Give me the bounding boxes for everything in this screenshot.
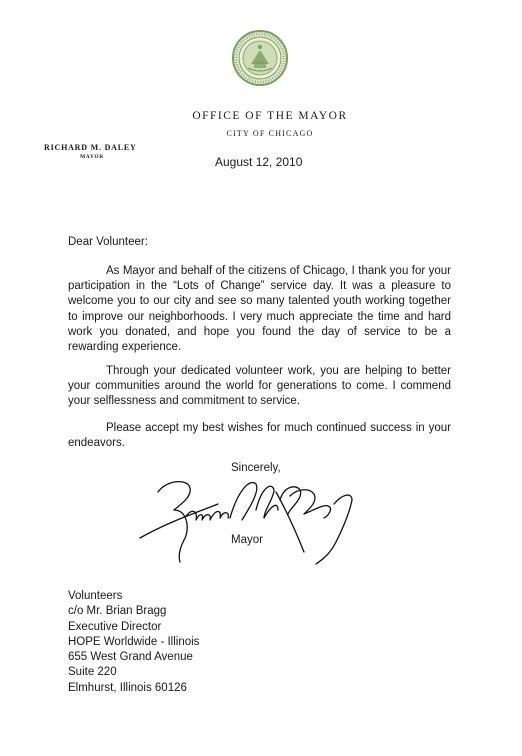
address-line: 655 West Grand Avenue: [68, 651, 193, 664]
letter-date: August 12, 2010: [215, 155, 303, 169]
body-paragraph-2: Through your dedicated volunteer work, you are helping to better your communities around the world for generations to come. I commend your selflessness and commitment to service.: [68, 365, 451, 408]
signature-image: [138, 470, 370, 568]
body-paragraph-3: Please accept my best wishes for much continued success in your endeavors.: [68, 422, 451, 450]
address-line: c/o Mr. Brian Bragg: [68, 605, 167, 618]
mayor-name: RICHARD M. DALEY: [44, 143, 137, 152]
recipient-address: [68, 589, 199, 696]
office-title: OFFICE OF THE MAYOR: [192, 110, 348, 122]
closing-title: Mayor: [231, 534, 263, 546]
salutation: Dear Volunteer:: [68, 236, 148, 248]
city-name: CITY OF CHICAGO: [226, 129, 314, 138]
address-line: Elmhurst, Illinois 60126: [68, 681, 187, 694]
address-line: Volunteers: [68, 590, 123, 602]
city-seal-icon: [232, 30, 288, 86]
closing-sincerely: Sincerely,: [231, 462, 281, 474]
address-line: Suite 220: [68, 666, 117, 679]
address-line: Executive Director: [68, 620, 162, 633]
mayor-title: MAYOR: [80, 154, 104, 160]
address-line: HOPE Worldwide - Illinois: [68, 635, 200, 648]
body-paragraph-1: As Mayor and behalf of the citizens of Chicago, I thank you for your participation in the “Lots of Change” service day. It was a pleasure to welcome you to our city and see so many talented youth working together to improve our neighborhoods. I very much appreciate the time and hard work you donated, and hope you found the day of service to be a rewarding experience.: [68, 265, 451, 354]
